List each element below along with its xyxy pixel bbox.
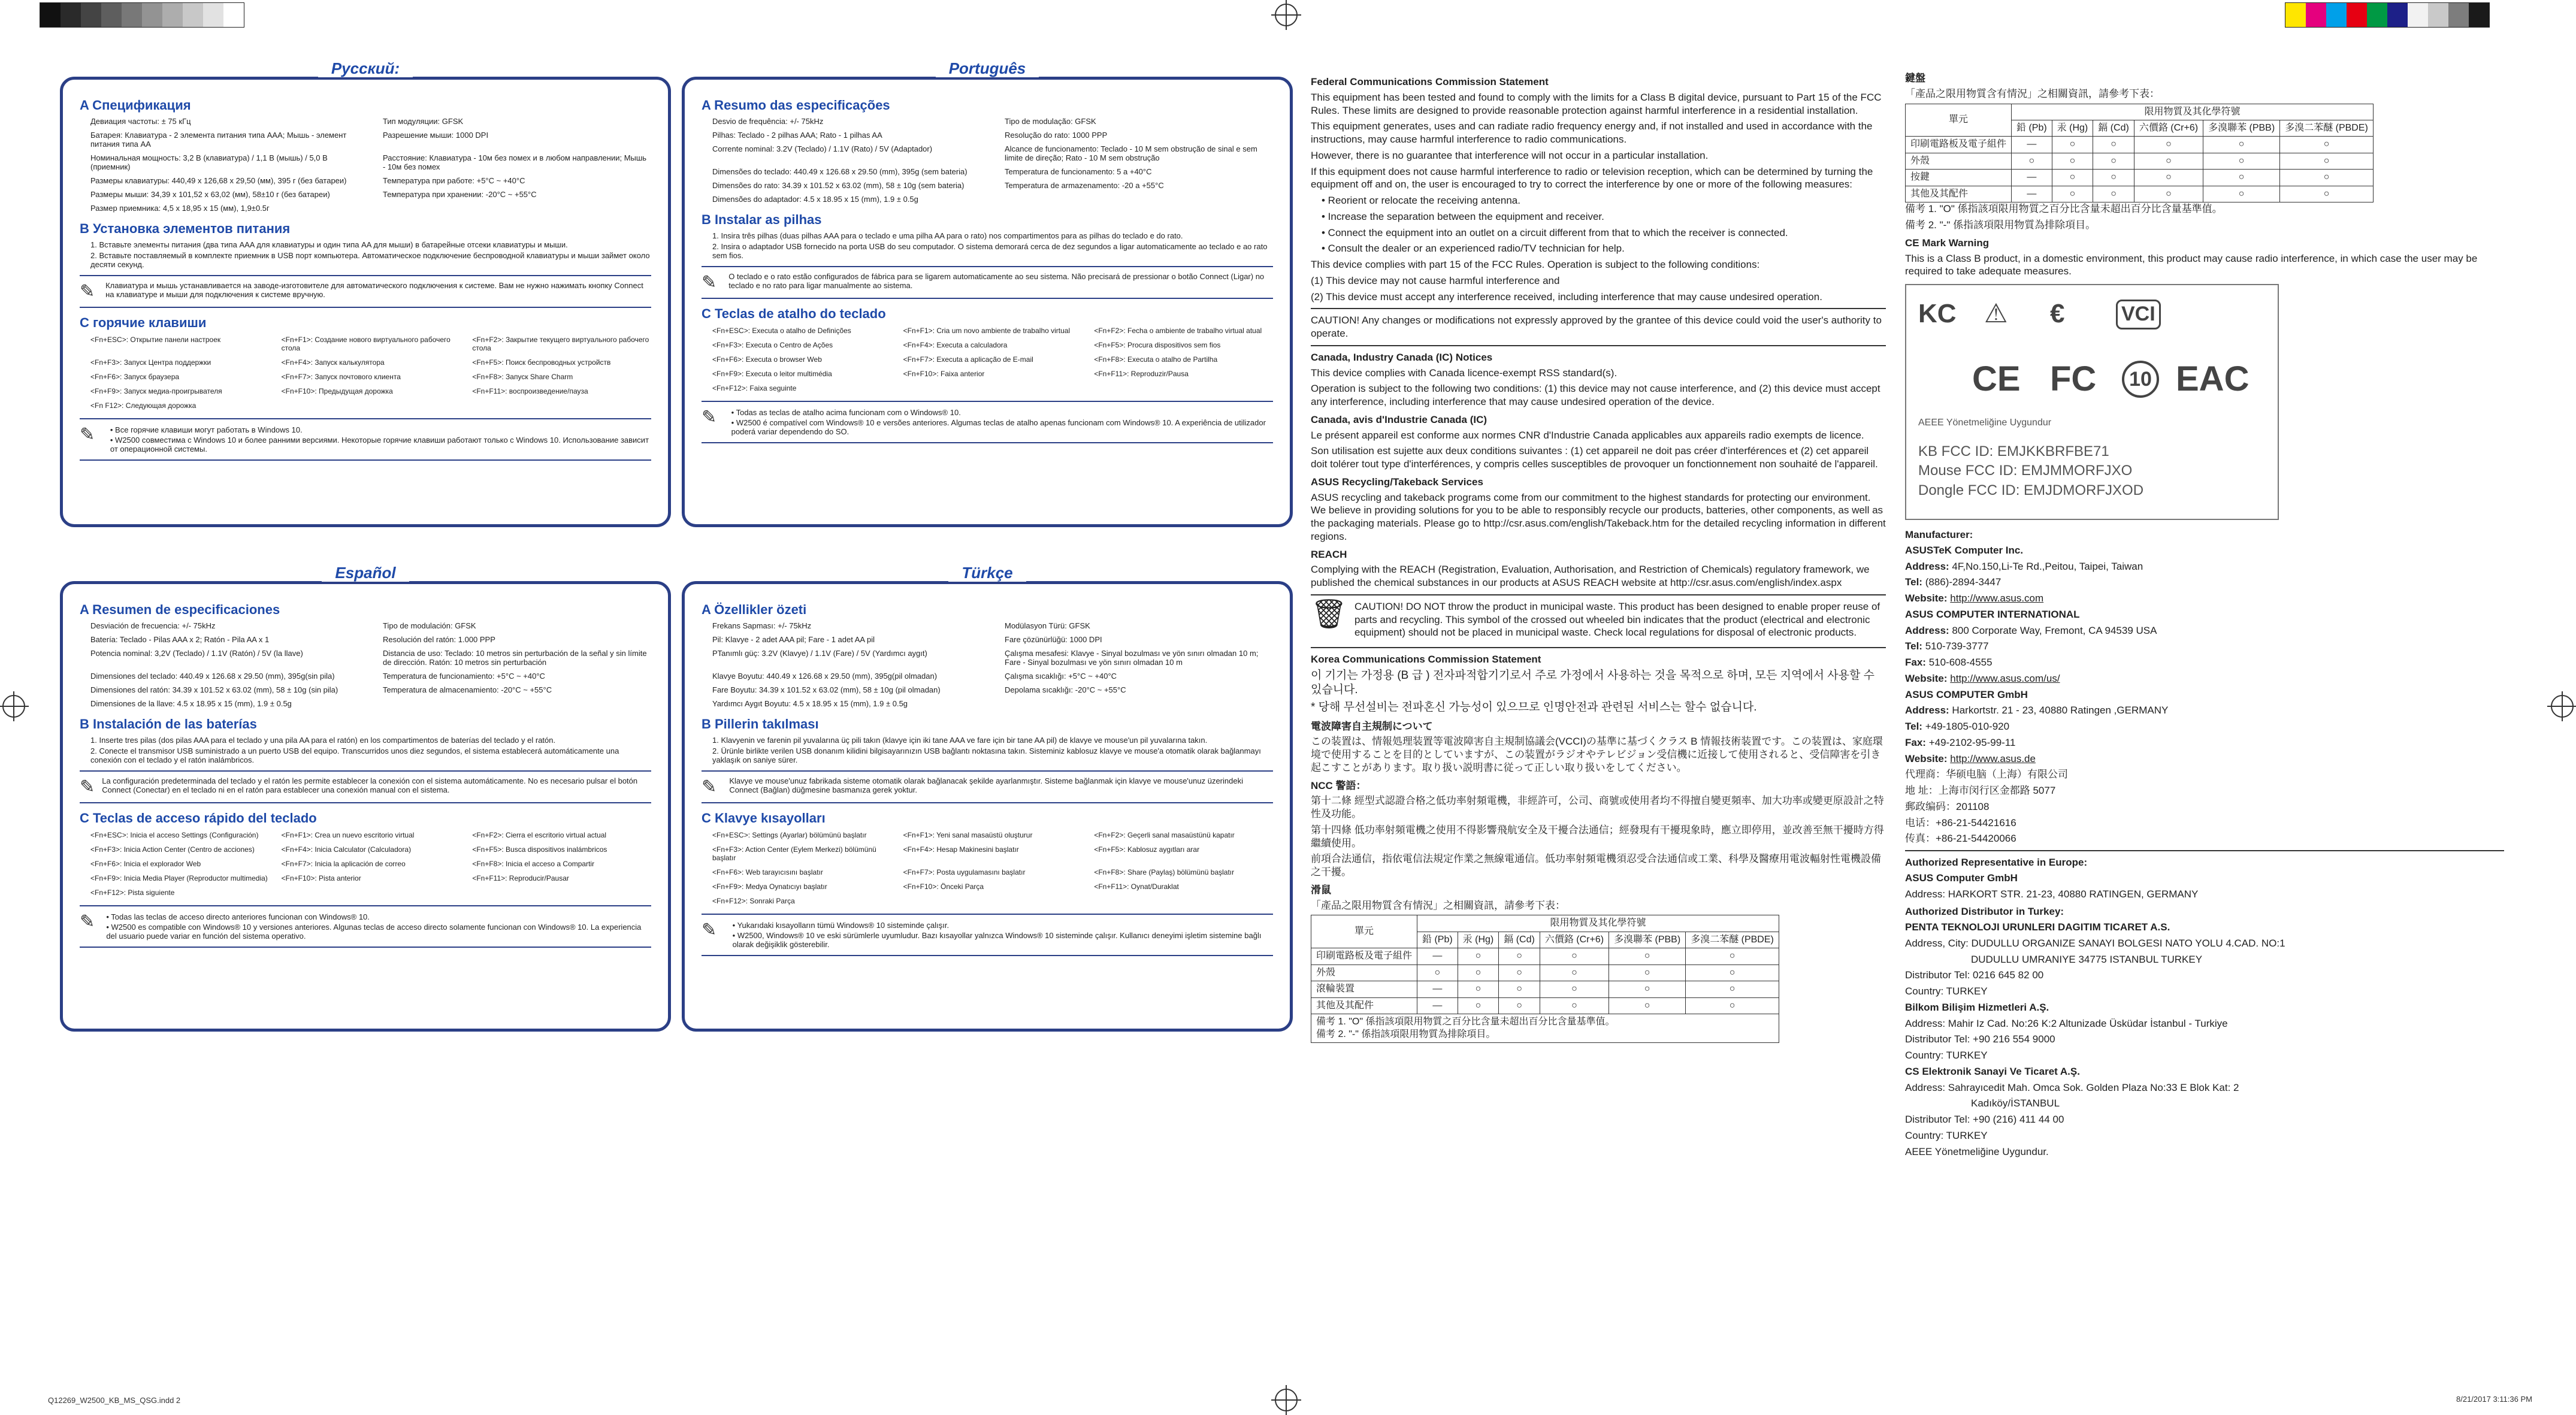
canada-paragraph: Son utilisation est sujette aux deux conditions suivantes : (1) cet appareil ne doit pas créer d'interférences et (2) cet appareil doit tolérer tout type d'interférences, y compris celles susceptibles de provoquer un fonctionnement non souhaité de l'appareil. [1311,445,1878,470]
korea-paragraph: * 당해 무선설비는 전파혼신 가능성이 있으므로 인명안전과 관련된 서비스는 할수 없습니다. [1311,701,1757,714]
table-row: 印刷電路板及電子組件 — ○ ○ ○ ○ ○ [1311,948,1779,965]
registration-mark-bottom [1275,1389,1298,1411]
note-box: ✎ O teclado e o rato estão configurados de fábrica para se ligarem automaticamente ao seu sistema. Não precisará de pressionar o botão Connect (Ligar) no teclado e no rato para ligar manualmente ao sistema. [702,266,1273,299]
table-row: 其他及其配件 — ○ ○ ○ ○ ○ [1906,186,2374,202]
install-steps: 1. Inserte tres pilas (dos pilas AAA para el teclado y una pila AA para el ratón) en los compartimentos de baterías del teclado y el ratón. 2. Conecte el transmisor USB suministrado a un puerto USB del equipo. Transcurridos unos diez segundos, el sistema establecerá automáticamente una conexión con el teclado y el ratón inalámbricos. [90,736,619,764]
pencil-icon: ✎ [702,273,717,292]
canada-paragraph: Le présent appareil est conforme aux normes CNR d'Industrie Canada applicables aux appareils radio exempts de licence. [1311,429,1864,441]
table-row: 滾輪裝置 — ○ ○ ○ ○ ○ [1311,981,1779,997]
fcc-condition: (2) This device must accept any interference received, including interference that may cause undesired operation. [1311,291,1822,303]
table-row: 按鍵 — ○ ○ ○ ○ ○ [1906,170,2374,186]
recycling-title: ASUS Recycling/Takeback Services [1311,476,1483,488]
grayscale-color-bar [40,2,244,28]
bsmi-icon: € [2050,299,2065,329]
note-box: ✎ La configuración predeterminada del teclado y el ratón les permite establecer la conexión con el sistema automáticamente. No es necesario pulsar el botón Connect (Conectar) en el teclado ni en el ratón para establecer una conexión manual con el sistema. [80,770,651,803]
section-hotkeys-heading: C Teclas de atalho do teclado [702,306,886,321]
fcc-condition: (1) This device may not cause harmful interference and [1311,274,1560,286]
section-specs-heading: A Resumo das especificações [702,98,890,113]
fcc-paragraph: This equipment has been tested and found to comply with the limits for a Class B digital device, pursuant to Part 15 of the FCC Rules. These limits are designed to provide reasonable protection against harmful interference in a residential installation. [1311,91,1882,116]
ce-paragraph: This is a Class B product, in a domestic environment, this product may cause radio interference, in which case the user may be required to take adequate measures. [1905,252,2478,277]
asus-de-website-link[interactable]: http://www.asus.de [1950,752,2036,764]
fcc-id-list: KB FCC ID: EMJKKBRFBE71 Mouse FCC ID: EMJMMORFJXO Dongle FCC ID: EMJDMORFJXOD [1918,443,2144,498]
rohs-note: 備考 1. "O" 係指該項限用物質之百分比含量未超出百分比含量基準值。 [1905,203,2223,215]
table-row: 外殼 ○ ○ ○ ○ ○ ○ [1906,153,2374,169]
right-column: 鍵盤 「產品之限用物質含有情況」之相關資訊，請參考下表： 單元 限用物質及其化學符號 鉛 (Pb) 汞 (Hg) 鎘 (Cd) 六價鉻 (Cr+6) 多溴聯苯 (PBB) 多溴二苯醚 (PBDE) 印刷電路板及電子組件 — ○ ○ ○ ○ ○ 外殼 ○ ○ ○ ○ ○ ○ 按鍵 — ○ ○ ○ ○ ○ 其他及其配件 — ○ ○ ○ ○ ○ 備考 1. "O" 係指該項限用物質之百分比含量未超出百分比含量基準值。 備考 2. "-" 係指該項限用物質為排除項目。 CE Mark Warning This is a Class B product, in a domestic environment, this product may cause radio interference, in which case the user may be required to take adequate measures. KC ⚠ € VCI CE FC 10 EAC AEEE Yönetmeliğine Uygundur KB FCC ID: EMJKKBRFBE71 Mouse FCC ID: EMJMMORFJXO Dongle FCC ID: EMJDMORFJXOD Manufacturer: ASUSTeK Computer Inc. Address: 4F,No.150,Li-Te Rd.,Peitou, Taipei, Taiwan Tel: (886)-2894-3447 Website: http://www.asus.com ASUS COMPUTER INTERNATIONAL Address: 800 Corporate Way, Fremont, CA 94539 USA Tel: 510-739-3777 Fax: 510-608-4555 Website: http://www.asus.com/us/ ASUS COMPUTER GmbH Address: Harkortstr. 21 - 23, 40880 Ratingen ,GERMANY Tel: +49-1805-010-920 Fax: +49-2102-95-99-11 Website: http://www.asus.de 代理商：华硕电脑（上海）有限公司 地 址：上海市闵行区金都路 5077 郵政编码：201108 电话：+86-21-54421616 传真：+86-21-54420066 Authorized Representative in Europe: ASUS Computer GmbH Address: HARKORT STR. 21-23, 40880 RATINGEN, GERMANY Authorized Distributor in Turkey: PENTA TEKNOLOJI URUNLERI DAGITIM TICARET A.S. Address, City: DUDULLU ORGANIZE SANAYI BOLGESI NATO YOLU 4.CAD. NO:1 DUDULLU UMRANIYE 34775 ISTANBUL TURKEY Distributor Tel: 0216 645 82 00 Country: TURKEY Bilkom Bilişim Hizmetleri A.Ş. Address: Mahir Iz Cad. No:26 K:2 Altunizade Üsküdar İstanbul - Turkiye Distributor Tel: +90 216 554 9000 Country: TURKEY CS Elektronik Sanayi Ve Ticaret A.Ş. Address: Sahrayıcedit Mah. Omca Sok. Golden Plaza No:33 E Blok Kat: 2 Kadıköy/İSTANBUL Distributor Tel: +90 (216) 411 44 00 Country: TURKEY AEEE Yönetmeliğine Uygundur. [1905,67,2504,1161]
reach-title: REACH [1311,548,1347,560]
section-battery-heading: B Pillerin takılması [702,716,819,731]
hotkey-list: <Fn+ESC>: Executa o atalho de Definições <Fn+F1>: Cria um novo ambiente de trabalho virtual <Fn+F2>: Fecha o ambiente de trabalho virtual atual <Fn+F3>: Executa o Centro de Ações <Fn+F4>: Executa a calculadora <Fn+F5>: Procura dispositivos sem fios <Fn+F6>: Executa o browser Web <Fn+F7>: Executa a aplicação de E-mail <Fn+F8>: Executa o atalho de Partilha <Fn+F9>: Executa o leitor multimédia <Fn+F10>: Faixa anterior <Fn+F11>: Reproduzir/Pausa <Fn+F12>: Faixa seguinte [712,326,1262,392]
panel-turkce [682,564,1293,1032]
ncc-paragraph: 前項合法通信，指依電信法規定作業之無線電通信。低功率射頻電機須忍受合法通信或工業、科學及醫療用電波輻射性電機設備之干擾。 [1311,853,1881,878]
epup-10-icon: 10 [2122,361,2159,398]
mouse-rohs-table: 單元 限用物質及其化學符號 鉛 (Pb) 汞 (Hg) 鎘 (Cd) 六價鉻 (Cr+6) 多溴聯苯 (PBB) 多溴二苯醚 (PBDE) 印刷電路板及電子組件 — ○ ○ ○ ○ ○ 外殼 ○ ○ ○ ○ ○ ○ 滾輪裝置 — ○ ○ ○ ○ ○ 其他及其配件 — ○ ○ ○ ○ ○ 備考 1. "O" 係指該項限用物質之百分比含量未超出百分比含量基準值。 備考 2. "-" 係指該項限用物質為排除項目。 [1311,915,1779,1043]
rohs-intro: 「產品之限用物質含有情況」之相關資訊，請參考下表： [1311,899,1565,911]
panel-portugues [682,59,1293,527]
eu-address: Address: HARKORT STR. 21-23, 40880 RATINGEN, GERMANY [1905,888,2199,900]
pencil-icon: ✎ [702,777,717,797]
section-specs-heading: A Resumen de especificaciones [80,602,280,617]
asus-website-link[interactable]: http://www.asus.com [1950,592,2044,604]
section-hotkeys-heading: C Teclas de acceso rápido del teclado [80,811,317,826]
panel-russian [60,59,671,527]
ncc-title: NCC 警語： [1311,779,1366,791]
fcc-caution: CAUTION! Any changes or modifications not expressly approved by the grantee of this device could void the user's authority to operate. [1311,315,1882,339]
file-name-footer: Q12269_W2500_KB_MS_QSG.indd 2 [48,1396,181,1405]
pencil-icon: ✎ [80,912,95,932]
install-steps: 1. Klavyenin ve farenin pil yuvalarına üç pili takın (klavye için iki tane AAA ve fare için bir tane AA pil) de klavye ve mouse'un pil yuvalarına takın. 2. Ürünle birlikte verilen USB donanım kilidini bilgisayarınızın USB bağlantı noktasına takın. Sisteminiz kablosuz klavye ve mouse'a otomatik olarak bağlanmayı yaklaşık on saniye sürer. [712,736,1261,764]
contact-list: ASUSTeK Computer Inc. Address: 4F,No.150,Li-Te Rd.,Peitou, Taipei, Taiwan Tel: (886)-2894-3447 Website: http://www.asus.com ASUS COMPUTER INTERNATIONAL Address: 800 Corporate Way, Fremont, CA 94539 USA Tel: 510-739-3777 Fax: 510-608-4555 Website: http://www.asus.com/us/ ASUS COMPUTER GmbH Address: Harkortstr. 21 - 23, 40880 Ratingen ,GERMANY Tel: +49-1805-010-920 Fax: +49-2102-95-99-11 Website: http://www.asus.de 代理商：华硕电脑（上海）有限公司 地 址：上海市闵行区金都路 5077 郵政编码：201108 电话：+86-21-54421616 传真：+86-21-54420066 [1905,544,2169,845]
pencil-icon: ✎ [80,425,95,445]
section-battery-heading: B Установка элементов питания [80,221,291,236]
weee-caution: 🗑 CAUTION! DO NOT throw the product in municipal waste. This product has been designed to enable proper reuse of parts and recycling. This symbol of the crossed out wheeled bin indicates that the product (electrical and electronic equipment) should not be placed in municipal waste. Check local regulations for disposal of electronic products. [1311,600,1886,642]
section-hotkeys-heading: C горячие клавиши [80,315,207,330]
warning-icon: ⚠ [1984,299,2008,329]
hotkey-list: <Fn+ESC>: Inicia el acceso Settings (Configuración) <Fn+F1>: Crea un nuevo escritorio virtual <Fn+F2>: Cierra el escritorio virtual actual <Fn+F3>: Inicia Action Center (Centro de acciones) <Fn+F4>: Inicia Calculator (Calculadora) <Fn+F5>: Busca dispositivos inalámbricos <Fn+F6>: Inicia el explorador Web <Fn+F7>: Inicia la aplicación de correo <Fn+F8>: Inicia el acceso a Compartir <Fn+F9>: Inicia Media Player (Reproductor multimedia) <Fn+F10>: Pista anterior <Fn+F11>: Reproducir/Pausar <Fn+F12>: Pista siguiente [90,831,607,897]
fcc-paragraph: If this equipment does not cause harmful interference to radio or television reception, which can be determined by turning the equipment off and on, the user is encouraged to try to correct the interference by one or more of the following measures: [1311,165,1873,191]
rohs-note: 備考 2. "-" 係指該項限用物質為排除項目。 [1905,219,2096,231]
korea-title: Korea Communications Commission Statement [1311,654,1541,665]
panel-title: Español [322,564,409,582]
japan-paragraph: この装置は、情報処理装置等電波障害自主規制協議会(VCCI)の基準に基づくクラス B 情報技術装置です。この装置は、家庭環境で使用することを目的としていますが、この装置がラジオやテレビジョン受信機に近接して使用されると、受信障害を引き起こすことがあります。取り扱い説明書に従って正しい取り扱いをしてください。 [1311,736,1883,773]
turkey-dist-title: Authorized Distributor in Turkey: [1905,906,2064,918]
note-box: ✎ Klavye ve mouse'unuz fabrikada sisteme otomatik olarak bağlanacak şekilde ayarlanmıştır. Sisteme bağlanmak için klavye ve mouse'unuz üzerindeki Connect (Bağlan) düğmesine basmanıza gerek yoktur. [702,770,1273,803]
pencil-icon: ✎ [80,777,95,797]
keyboard-rohs-table: 單元 限用物質及其化學符號 鉛 (Pb) 汞 (Hg) 鎘 (Cd) 六價鉻 (Cr+6) 多溴聯苯 (PBB) 多溴二苯醚 (PBDE) 印刷電路板及電子組件 — ○ ○ ○ ○ ○ 外殼 ○ ○ ○ ○ ○ ○ 按鍵 — ○ ○ ○ ○ ○ 其他及其配件 — ○ ○ ○ ○ ○ [1905,104,2374,203]
japan-title: 電波障害自主規制について [1311,720,1433,732]
regulatory-column [1311,71,1886,1043]
spec-list: Девиация частоты: ± 75 кГц Тип модуляции: GFSK Батарея: Клавиатура - 2 элемента питания типа AAA; Мышь - элемент питания типа AA Разрешение мыши: 1000 DPI Номинальная мощность: 3,2 В (клавиатура) / 1,1 В (мышь) / 5,0 В (приемник) Расстояние: Клавиатура - 10м без помех и в любом направлении; Мышь - 10м без помех Размеры клавиатуры: 440,49 x 126,68 x 29,50 (мм), 395 г (без батареи) Температура при работе: +5°C ~ +40°C Размеры мыши: 34,39 x 101,52 x 63,02 (мм), 58±10 г (без батареи) Температура при хранении: -20°C ~ +55°C Размер приемника: 4,5 x 18,95 x 15 (мм), 1,9±0.5г [90,117,647,213]
fcc-bullet: • Reorient or relocate the receiving antenna. [1322,195,1520,206]
turkey-distributor-list: PENTA TEKNOLOJI URUNLERI DAGITIM TICARET A.S. Address, City: DUDULLU ORGANIZE SANAYI BOLGESI NATO YOLU 4.CAD. NO:1 DUDULLU UMRANIYE 34775 ISTANBUL TURKEY Distributor Tel: 0216 645 82 00 Country: TURKEY Bilkom Bilişim Hizmetleri A.Ş. Address: Mahir Iz Cad. No:26 K:2 Altunizade Üsküdar İstanbul - Turkiye Distributor Tel: +90 216 554 9000 Country: TURKEY CS Elektronik Sanayi Ve Ticaret A.Ş. Address: Sahrayıcedit Mah. Omca Sok. Golden Plaza No:33 E Blok Kat: 2 Kadıköy/İSTANBUL Distributor Tel: +90 (216) 411 44 00 Country: TURKEY AEEE Yönetmeliğine Uygundur. [1905,921,2285,1157]
crossed-bin-icon: 🗑 [1311,598,1347,630]
canada-paragraph: This device complies with Canada licence-exempt RSS standard(s). [1311,367,1617,379]
recycling-paragraph: ASUS recycling and takeback programs come from our commitment to the highest standards for protecting our environment. We believe in providing solutions for you to be able to responsibly recycle our products, batteries, other components, as well as the packaging materials. Please go to http://csr.asus.com/english/Takeback.htm for the detailed recycling information in different regions. [1311,491,1886,542]
mouse-rohs-title: 滑鼠 [1311,884,1331,896]
pencil-icon: ✎ [702,407,717,427]
panel-espanol [60,564,671,1032]
table-row: 外殼 ○ ○ ○ ○ ○ ○ [1311,965,1779,981]
section-specs-heading: A Спецификация [80,98,191,113]
fcc-bullet: • Consult the dealer or an experienced radio/TV technician for help. [1322,243,1625,255]
fcc-paragraph: This equipment generates, uses and can radiate radio frequency energy and, if not installed and used in accordance with the instructions, may cause harmful interference to radio communications. [1311,120,1873,145]
certification-label [1905,284,2279,520]
table-row: 其他及其配件 — ○ ○ ○ ○ ○ [1311,997,1779,1014]
note-box: ✎ Клавиатура и мышь устанавливается на заводе-изготовителе для автоматического подключения к системе. Вам не нужно нажимать кнопку Connect на клавиатуре и мыши для подключения к системе вручную. [80,275,651,308]
install-steps: 1. Insira três pilhas (duas pilhas AAA para o teclado e uma pilha AA para o rato) nos compartimentos para as pilhas do teclado e do rato. 2. Insira o adaptador USB fornecido na porta USB do seu computador. O sistema demorará cerca de dez segundos a ligar automaticamente ao teclado e ao rato sem fios. [712,231,1268,260]
asus-us-website-link[interactable]: http://www.asus.com/us/ [1950,672,2060,684]
cmyk-color-bar [2285,2,2490,28]
manufacturer-title: Manufacturer: [1905,529,1973,541]
registration-mark-right [2551,695,2574,718]
canada-fr-title: Canada, avis d'Industrie Canada (IC) [1311,413,1487,425]
table-row: 印刷電路板及電子組件 — ○ ○ ○ ○ ○ [1906,137,2374,153]
note-box-hotkeys: ✎ • Yukarıdaki kısayolların tümü Windows® 10 sisteminde çalışır. • W2500, Windows® 10 ve eski sürümlerle uyumludur. Bazı kısayollar yalnızca Windows® 10 sisteminde çalışır. Kullanıcı deneyimi işletim sistemine bağlı olarak değişiklik gösterebilir. [702,914,1273,956]
ncc-paragraph: 第十四條 低功率射頻電機之使用不得影響飛航安全及干擾合法通信；經發現有干擾現象時，應立即停用，並改善至無干擾時方得繼續使用。 [1311,824,1884,849]
ncc-paragraph: 第十二條 經型式認證合格之低功率射頻電機，非經許可，公司、商號或使用者均不得擅自變更頻率、加大功率或變更原設計之特性及功能。 [1311,795,1884,820]
note-box-hotkeys: ✎ • Todas las teclas de acceso directo anteriores funcionan con Windows® 10. • W2500 es compatible con Windows® 10 y versiones anteriores. Algunas teclas de acceso directo solamente funcionan con Windows® 10. La experiencia del usuario puede variar en función del sistema operativo. [80,905,651,948]
fcc-title: Federal Communications Commission Statement [1311,76,1549,87]
fcc-bullet: • Connect the equipment into an outlet on a circuit different from that to which the receiver is connected. [1322,226,1788,238]
panel-title: Türkçe [948,564,1026,582]
korea-paragraph: 이 기기는 가정용 (B 급 ) 전자파적합기기로서 주로 가정에서 사용하는 것을 목적으로 하며, 모든 지역에서 사용할 수 있습니다. [1311,669,1874,697]
canada-paragraph: Operation is subject to the following two conditions: (1) this device may not cause interference, and (2) this device must accept any interference, including interference that may cause undesired operation of the device. [1311,383,1880,407]
registration-mark-left [2,695,25,718]
pencil-icon: ✎ [80,282,95,301]
spec-list: Desvio de frequência: +/- 75kHz Tipo de modulação: GFSK Pilhas: Teclado - 2 pilhas AAA; Rato - 1 pilhas AA Resolução do rato: 1000 PPP Corrente nominal: 3.2V (Teclado) / 1.1V (Rato) / 5V (Adaptador) Alcance de funcionamento: Teclado - 10 M sem obstrução de sinal e sem limite de direção; Rato - 10 M sem obstrução Dimensões do teclado: 440.49 x 126.68 x 29.50 (mm), 395g (sem bateria) Temperatura de funcionamento: 5 a +40°C Dimensões do rato: 34.39 x 101.52 x 63.02 (mm), 58 ± 10g (sem bateria) Temperatura de armazenamento: -20 a +55°C Dimensões do adaptador: 4.5 x 18.95 x 15 (mm), 1.9 ± 0.5g [712,117,1257,204]
kc-mark-icon: KC [1918,299,1957,329]
registration-mark-top [1275,4,1298,26]
fcc-bullet: • Increase the separation between the equipment and receiver. [1322,210,1604,222]
hotkey-list: <Fn+ESC>: Открытие панели настроек <Fn+F1>: Создание нового виртуального рабочего стола <Fn+F2>: Закрытие текущего виртуального рабочего стола <Fn+F3>: Запуск Центра поддержки <Fn+F4>: Запуск калькулятора <Fn+F5>: Поиск беспроводных устройств <Fn+F6>: Запуск браузера <Fn+F7>: Запуск почтового клиента <Fn+F8>: Запуск Share Charm <Fn+F9>: Запуск медиа-проигрывателя <Fn+F10>: Предыдущая дорожка <Fn+F11>: воспроизведение/пауза <Fn F12>: Следующая дорожка [90,335,649,410]
ce-title: CE Mark Warning [1905,237,1990,249]
reach-paragraph: Complying with the REACH (Registration, Evaluation, Authorisation, and Restriction of Chemicals) regulatory framework, we published the chemical substances in our products at ASUS REACH website at http://csr.asus.com/english/index.aspx [1311,564,1870,588]
rohs-intro: 「產品之限用物質含有情況」之相關資訊，請參考下表： [1905,87,2160,99]
ce-mark-icon: CE [1972,359,2021,399]
canada-ic-title: Canada, Industry Canada (IC) Notices [1311,351,1493,363]
fcc-conditions-intro: This device complies with part 15 of the FCC Rules. Operation is subject to the following conditions: [1311,259,1760,270]
section-battery-heading: B Instalar as pilhas [702,212,822,227]
eac-mark-icon: EAC [2176,359,2250,399]
note-box-hotkeys: ✎ • Все горячие клавиши могут работать в Windows 10. • W2500 совместима с Windows 10 и более ранними версиями. Некоторые горячие клавиши работают только с Windows 10. Использование зависит от операционной системы. [80,418,651,461]
section-hotkeys-heading: C Klavye kısayolları [702,811,826,826]
vcci-icon: VCI [2116,300,2161,329]
panel-title: Português [936,59,1039,77]
install-steps: 1. Вставьте элементы питания (два типа AAA для клавиатуры и один типа AA для мыши) в батарейные отсеки клавиатуры и мыши. 2. Вставьте поставляемый в комплекте приемник в USB порт компьютера. Автоматическое подключение беспроводной клавиатуры и мыши займет около десяти секунд. [90,240,650,269]
section-battery-heading: B Instalación de las baterías [80,716,257,731]
spec-list: Frekans Sapması: +/- 75kHz Modülasyon Türü: GFSK Pil: Klavye - 2 adet AAA pil; Fare - 1 adet AA pil Fare çözünürlüğü: 1000 DPI PTanımlı güç: 3.2V (Klavye) / 1.1V (Fare) / 5V (Yardımcı aygıt) Çalışma mesafesi: Klavye - Sinyal bozulması ve yön sınırı olmadan 10 m; Fare - Sinyal bozulması ve yön sınırı olmadan 10 m Klavye Boyutu: 440.49 x 126.68 x 29.50 (mm), 395g(pil olmadan) Çalışma sıcaklığı: +5°C ~ +40°C Fare Boyutu: 34.39 x 101.52 x 63.02 (mm), 58 ± 10g (pil olmadan) Depolama sıcaklığı: -20°C ~ +55°C Yardımcı Aygıt Boyutu: 4.5 x 18.95 x 15 (mm), 1.9 ± 0.5g [712,621,1259,708]
note-box-hotkeys: ✎ • Todas as teclas de atalho acima funcionam com o Windows® 10. • W2500 é compatível com Windows® 10 e versões anteriores. Algumas teclas de atalho apenas funcionam com Windows® 10. A experiência de utilizador poderá variar dependendo do SO. [702,401,1273,443]
pencil-icon: ✎ [702,920,717,940]
date-footer: 8/21/2017 3:11:36 PM [2456,1395,2532,1404]
eu-rep-title: Authorized Representative in Europe: [1905,857,2088,869]
fcc-mark-icon: FC [2050,359,2097,399]
panel-title: Русский: [318,59,413,77]
keyboard-rohs-title: 鍵盤 [1905,72,1925,84]
spec-list: Desviación de frecuencia: +/- 75kHz Tipo de modulación: GFSK Batería: Teclado - Pilas AAA x 2; Ratón - Pila AA x 1 Resolución del ratón: 1.000 PPP Potencia nominal: 3,2V (Teclado) / 1.1V (Ratón) / 5V (la llave) Distancia de uso: Teclado: 10 metros sin perturbación de la señal y sin límite de dirección. Ratón: 10 metros sin perturbación Dimensiones del teclado: 440.49 x 126.68 x 29.50 (mm), 395g(sin pila) Temperatura de funcionamiento: +5°C ~ +40°C Dimensiones del ratón: 34.39 x 101.52 x 63.02 (mm), 58 ± 10g (sin pila) Temperatura de almacenamiento: -20°C ~ +55°C Dimensiones de la llave: 4.5 x 18.95 x 15 (mm), 1.9 ± 0.5g [90,621,647,708]
fcc-paragraph: However, there is no guarantee that interference will not occur in a particular installation. [1311,149,1709,161]
hotkey-list: <Fn+ESC>: Settings (Ayarlar) bölümünü başlatır <Fn+F1>: Yeni sanal masaüstü oluşturur <Fn+F2>: Geçerli sanal masaüstünü kapatır <Fn+F3>: Action Center (Eylem Merkezi) bölümünü başlatır <Fn+F4>: Hesap Makinesini başlatır <Fn+F5>: Kablosuz aygıtları arar <Fn+F6>: Web tarayıcısını başlatır <Fn+F7>: Posta uygulamasını başlatır <Fn+F8>: Share (Paylaş) bölümünü başlatır <Fn+F9>: Medya Oynatıcıyı başlatır <Fn+F10>: Önceki Parça <Fn+F11>: Oynat/Duraklat <Fn+F12>: Sonraki Parça [712,831,1235,905]
aeee-label: AEEE Yönetmeliğine Uygundur [1918,418,2052,428]
section-specs-heading: A Özellikler özeti [702,602,807,617]
